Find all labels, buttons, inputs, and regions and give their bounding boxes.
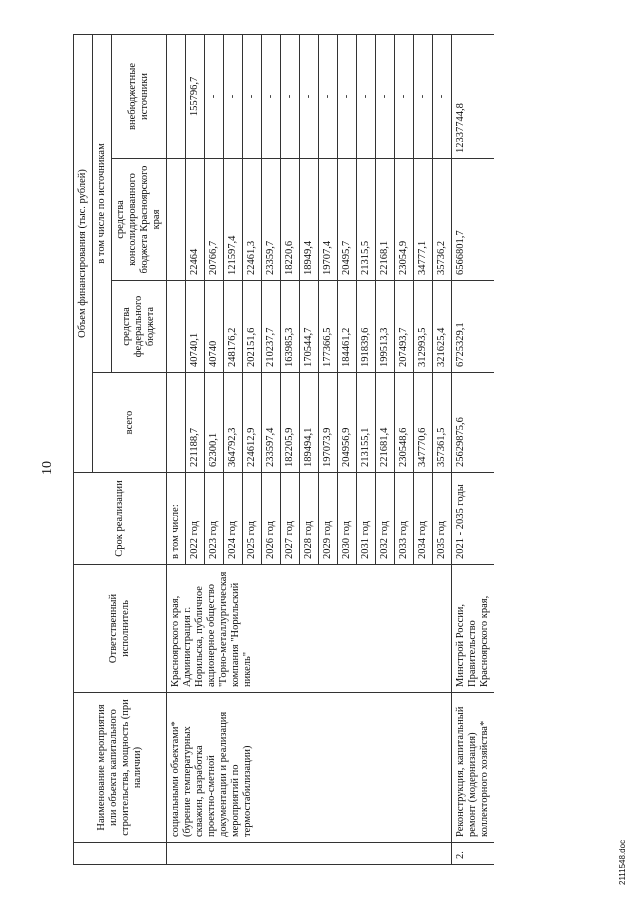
header-total: всего	[93, 373, 167, 473]
year-period-cell: 2024 год	[224, 473, 243, 565]
year-total-cell: 62300,1	[205, 373, 224, 473]
year-regional-cell: 22464	[186, 159, 205, 281]
year-regional-cell: 23359,7	[262, 159, 281, 281]
year-period-cell: 2030 год	[338, 473, 357, 565]
year-federal-cell: 170544,7	[300, 281, 319, 373]
header-row-1	[74, 34, 93, 864]
year-period-cell: 2025 год	[243, 473, 262, 565]
year-regional-cell: 20766,7	[205, 159, 224, 281]
year-regional-cell: 34777,1	[414, 159, 433, 281]
row1-name: социальными объектами* (бурение температурных скважин, разработка проектно-сметной документации и реализация мероприятий по термостабилизации)	[167, 693, 452, 843]
year-federal-cell: 210237,7	[262, 281, 281, 373]
row2-responsible-cell: Минстрой России, Правительство Красноярского края,	[452, 565, 495, 693]
year-total-cell: 213155,1	[357, 373, 376, 473]
row2-total-cell: 25629875,6	[452, 373, 495, 473]
year-period-cell: 2027 год	[281, 473, 300, 565]
year-total-cell: 221188,7	[186, 373, 205, 473]
header-funding: Объем финансирования (тыс. рублей)	[74, 34, 93, 472]
year-extra-cell: -	[262, 34, 281, 158]
year-federal-cell: 40740,1	[186, 281, 205, 373]
header-regional: средства консолидированного бюджета Красноярского края	[112, 159, 167, 281]
year-total-cell: 224612,9	[243, 373, 262, 473]
year-extra-cell: -	[205, 34, 224, 158]
table-row	[452, 34, 495, 864]
year-total-cell: 357361,5	[433, 373, 452, 473]
row2-federal-cell: 6725329,1	[452, 281, 495, 373]
year-total-cell: 233597,4	[262, 373, 281, 473]
year-regional-cell: 19707,4	[319, 159, 338, 281]
year-extra-cell: -	[319, 34, 338, 158]
year-extra-cell: -	[338, 34, 357, 158]
year-extra-cell: -	[357, 34, 376, 158]
year-period-cell: 2033 год	[395, 473, 414, 565]
year-total-cell: 347770,6	[414, 373, 433, 473]
file-name: 2111548.doc	[618, 839, 627, 885]
header-extra: внебюджетные источники	[112, 34, 167, 158]
year-federal-cell: 163985,3	[281, 281, 300, 373]
year-total-cell: 189494,1	[300, 373, 319, 473]
year-total-cell: 230548,6	[395, 373, 414, 473]
year-period-cell: 2026 год	[262, 473, 281, 565]
year-federal-cell: 191839,6	[357, 281, 376, 373]
row2-number-cell: 2.	[452, 843, 495, 865]
year-period-cell: 2032 год	[376, 473, 395, 565]
row1-responsible: Красноярского края, Администрация г. Норильска, публичное акционерное общество "Горно-металлургическая компания "Норильский никель"	[167, 565, 452, 693]
table-row	[167, 34, 186, 864]
year-regional-cell: 18220,6	[281, 159, 300, 281]
year-federal-cell: 207493,7	[395, 281, 414, 373]
year-period-cell: 2028 год	[300, 473, 319, 565]
row1-period-intro: в том числе:	[167, 473, 186, 565]
row2-regional-cell: 6566801,7	[452, 159, 495, 281]
year-total-cell: 204956,9	[338, 373, 357, 473]
year-period-cell: 2022 год	[186, 473, 205, 565]
header-responsible: Ответственный исполнитель	[74, 565, 167, 693]
year-federal-cell: 321625,4	[433, 281, 452, 373]
header-number	[74, 843, 167, 865]
year-extra-cell: -	[281, 34, 300, 158]
year-federal-cell: 202151,6	[243, 281, 262, 373]
year-extra-cell: -	[395, 34, 414, 158]
page-number: 10	[40, 461, 55, 475]
header-period: Срок реализации	[74, 473, 167, 565]
year-period-cell: 2034 год	[414, 473, 433, 565]
year-extra-cell: -	[224, 34, 243, 158]
year-federal-cell: 248176,2	[224, 281, 243, 373]
year-total-cell: 197073,9	[319, 373, 338, 473]
year-total-cell: 364792,3	[224, 373, 243, 473]
year-regional-cell: 23054,9	[395, 159, 414, 281]
year-period-cell: 2023 год	[205, 473, 224, 565]
row2-period-cell: 2021 - 2035 годы	[452, 473, 495, 565]
year-federal-cell: 199513,3	[376, 281, 395, 373]
year-extra-cell: -	[376, 34, 395, 158]
year-regional-cell: 22461,3	[243, 159, 262, 281]
year-total-cell: 182205,9	[281, 373, 300, 473]
year-total-cell: 221681,4	[376, 373, 395, 473]
year-extra-cell: 155796,7	[186, 34, 205, 158]
year-regional-cell: 22168,1	[376, 159, 395, 281]
year-federal-cell: 312993,5	[414, 281, 433, 373]
year-regional-cell: 18949,4	[300, 159, 319, 281]
header-name: Наименование мероприятия или объекта капитального строительства, мощность (при наличии)	[74, 693, 167, 843]
year-extra-cell: -	[300, 34, 319, 158]
funding-table	[73, 34, 494, 865]
year-period-cell: 2029 год	[319, 473, 338, 565]
table-body	[167, 34, 495, 864]
year-regional-cell: 121597,4	[224, 159, 243, 281]
header-federal: средства федерального бюджета	[112, 281, 167, 373]
year-extra-cell: -	[243, 34, 262, 158]
row1-number-cell	[167, 843, 452, 865]
row2-extra-cell: 12337744,8	[452, 34, 495, 158]
year-extra-cell: -	[433, 34, 452, 158]
year-federal-cell: 184461,2	[338, 281, 357, 373]
year-period-cell: 2035 год	[433, 473, 452, 565]
year-regional-cell: 35736,2	[433, 159, 452, 281]
row2-name-cell: Реконструкция, капитальный ремонт (модернизация) коллекторного хозяйства*	[452, 693, 495, 843]
year-federal-cell: 177366,5	[319, 281, 338, 373]
header-including: в том числе по источникам	[93, 34, 112, 372]
year-period-cell: 2031 год	[357, 473, 376, 565]
year-federal-cell: 40740	[205, 281, 224, 373]
year-extra-cell: -	[414, 34, 433, 158]
year-regional-cell: 20495,7	[338, 159, 357, 281]
year-regional-cell: 21315,5	[357, 159, 376, 281]
